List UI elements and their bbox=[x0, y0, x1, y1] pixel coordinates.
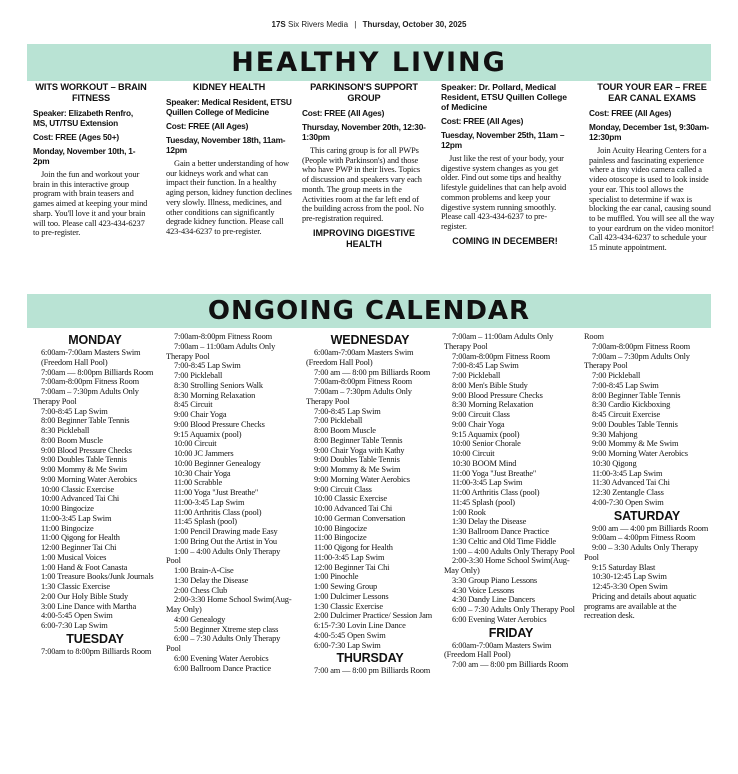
issue-date: Thursday, October 30, 2025 bbox=[362, 20, 467, 29]
calendar-entry: 6:00 – 7:30 Adults Only Therapy Pool bbox=[166, 634, 281, 653]
calendar-entry: 10:00 Bingocize bbox=[41, 504, 94, 513]
calendar-entry: 7:00am – 11:00am Adults Only Therapy Pool bbox=[166, 341, 276, 361]
article-meta: Thursday, November 20th, 12:30-1:30pm bbox=[302, 122, 426, 142]
calendar-entry: 8:00 Men's Bible Study bbox=[452, 380, 528, 390]
calendar-entry: 11:00 Scrabble bbox=[174, 478, 223, 488]
article-title: PARKINSON'S SUPPORT GROUP bbox=[310, 82, 418, 103]
calendar-entry: 7:00 am — 8:00 pm Billiards Room bbox=[314, 666, 431, 676]
calendar-entry: 9:00 Mommy & Me Swim bbox=[41, 465, 128, 474]
calendar-entry: 12:30 Zentangle Class bbox=[592, 488, 664, 497]
calendar-entry: 9:00 Doubles Table Tennis bbox=[592, 419, 678, 429]
calendar-entry: 9:00 Morning Water Aerobics bbox=[592, 449, 688, 458]
healthy-article bbox=[441, 82, 569, 292]
healthy-article bbox=[33, 82, 149, 292]
calendar-column bbox=[584, 332, 710, 774]
healthy-living-banner: HEALTHY LIVING bbox=[27, 44, 711, 81]
calendar-entry: 1:00 Treasure Books/Junk Journals bbox=[41, 572, 154, 582]
article-meta: Cost: FREE (All Ages) bbox=[166, 121, 249, 131]
calendar-entry: 2:00 Our Holy Bible Study bbox=[41, 591, 128, 601]
calendar-entry: 10:00 Advanced Tai Chi bbox=[41, 494, 120, 504]
calendar-entry: 9:00 Morning Water Aerobics bbox=[314, 474, 410, 484]
calendar-entry: 6:00-7:30 Lap Swim bbox=[314, 640, 381, 650]
calendar-entry: 4:00-5:45 Open Swim bbox=[41, 611, 113, 621]
calendar-entry: 8:00 Boom Muscle bbox=[314, 426, 376, 435]
calendar-entry: 1:00 Dulcimer Lessons bbox=[314, 591, 389, 601]
calendar-entry: 8:30 Pickleball bbox=[41, 426, 90, 435]
calendar-entry: 7:00-8:45 Lap Swim bbox=[41, 406, 108, 416]
calendar-entry: 11:00 Bingocize bbox=[314, 533, 367, 543]
article-meta: Cost: FREE (Ages 50+) bbox=[33, 132, 119, 142]
calendar-entry: 1:00 Pencil Drawing made Easy bbox=[174, 527, 278, 536]
calendar-entry: 4:00 Genealogy bbox=[174, 614, 226, 624]
calendar-entry: 11:45 Splash (pool) bbox=[452, 497, 515, 507]
day-heading: SATURDAY bbox=[613, 508, 681, 523]
calendar-entry: 9:00 – 3:30 Adults Only Therapy Pool bbox=[584, 543, 699, 562]
calendar-entry: 1:00 Hand & Foot Canasta bbox=[41, 562, 128, 572]
calendar-entry: 1:00 Brain-A-Cise bbox=[174, 566, 234, 575]
calendar-entry: 1:00 – 4:00 Adults Only Therapy Pool bbox=[166, 546, 281, 566]
calendar-entry: 10:30-12:45 Lap Swim bbox=[592, 572, 667, 582]
calendar-entry: 8:30 Strolling Seniors Walk bbox=[174, 380, 263, 390]
day-heading: WEDNESDAY bbox=[330, 333, 410, 347]
calendar-entry: 1:00 – 4:00 Adults Only Therapy Pool bbox=[452, 546, 575, 556]
calendar-entry: 6:00-7:30 Lap Swim bbox=[41, 621, 108, 630]
masthead-divider: | bbox=[354, 20, 357, 29]
calendar-entry: 11:00 Yoga "Just Breathe" bbox=[174, 488, 259, 497]
healthy-article bbox=[166, 82, 292, 292]
calendar-column bbox=[444, 332, 578, 774]
calendar-entry: 1:30 Ballroom Dance Practice bbox=[452, 527, 549, 536]
calendar-entry: 1:00 Sewing Group bbox=[314, 582, 378, 591]
calendar-entry: 11:00 Bingocize bbox=[41, 523, 94, 533]
calendar-entry: 9:00 Blood Pressure Checks bbox=[174, 419, 265, 429]
article-title: WITS WORKOUT – BRAIN FITNESS bbox=[35, 82, 147, 103]
calendar-entry: 6:00 Evening Water Aerobics bbox=[174, 653, 269, 663]
calendar-entry: 12:00 Beginner Tai Chi bbox=[41, 543, 117, 552]
calendar-entry: 7:00 Pickleball bbox=[174, 371, 223, 380]
calendar-entry: 7:00-8:45 Lap Swim bbox=[314, 406, 381, 416]
article-footer-heading: IMPROVING DIGESTIVE HEALTH bbox=[312, 227, 415, 249]
article-body: Join Acuity Hearing Centers for a painless and fascinating experience where a tiny video camera called a video otoscope is used to look inside your ear. This tool allows the specialist to determine if wax is blocking the ear canal, causing sound to be muffled. You will see all the way to your eardrum on the video monitor! Call 423-434-6237 to schedule your 15 minute appointment. bbox=[589, 146, 715, 253]
calendar-entry: 9:00 Chair Yoga bbox=[452, 419, 505, 429]
calendar-entry: 11:00-3:45 Lap Swim bbox=[314, 552, 385, 562]
calendar-entry: 1:30 Classic Exercise bbox=[314, 601, 383, 611]
calendar-entry: 9:00 Mommy & Me Swim bbox=[592, 439, 679, 449]
healthy-article bbox=[302, 82, 426, 292]
calendar-entry: 8:00 Boom Muscle bbox=[41, 435, 103, 445]
calendar-entry: 11:00 Qigong for Health bbox=[41, 533, 120, 543]
calendar-entry: 9:00 Blood Pressure Checks bbox=[41, 445, 132, 455]
calendar-entry: 6:00 Evening Water Aerobics bbox=[452, 614, 547, 624]
calendar-entry: (Freedom Hall Pool) bbox=[41, 357, 108, 367]
calendar-entry: 7:00am-8:00pm Fitness Room bbox=[174, 332, 272, 341]
calendar-entry: 7:00am – 11:00am Adults Only Therapy Pool bbox=[444, 332, 554, 351]
calendar-entry: 8:45 Circuit Exercise bbox=[592, 410, 661, 419]
calendar-entry: 1:00 Pinochle bbox=[314, 572, 359, 582]
article-meta: Speaker: Elizabeth Renfro, MS, UT/TSU Extension bbox=[33, 108, 133, 128]
calendar-entry: 2:00 Chess Club bbox=[174, 585, 228, 595]
calendar-entry: 1:30 Celtic and Old Time Fiddle bbox=[452, 536, 556, 546]
calendar-entry: 7:00-8:45 Lap Swim bbox=[174, 361, 241, 371]
calendar-entry: 2:00 Dulcimer Practice/ Session Jam bbox=[314, 611, 433, 621]
calendar-entry: 11:45 Splash (pool) bbox=[174, 517, 237, 527]
calendar-entry: 10:00 German Conversation bbox=[314, 513, 406, 523]
calendar-entry: Room bbox=[584, 332, 604, 341]
calendar-entry: 8:30 Cardio Kickboxing bbox=[592, 400, 671, 410]
calendar-entry: 10:00 Classic Exercise bbox=[314, 494, 387, 504]
calendar-column bbox=[33, 332, 157, 774]
calendar-entry: 11:00 Arthritis Class (pool) bbox=[174, 507, 262, 517]
calendar-entry: 7:00-8:45 Lap Swim bbox=[592, 380, 659, 390]
calendar-entry: 1:30 Classic Exercise bbox=[41, 582, 110, 591]
calendar-entry: 7:00 Pickleball bbox=[452, 371, 501, 380]
calendar-entry: 7:00am to 8:00pm Billiards Room bbox=[41, 646, 152, 656]
calendar-entry: 4:00-5:45 Open Swim bbox=[314, 630, 386, 640]
article-meta: Tuesday, November 25th, 11am – 12pm bbox=[441, 130, 565, 150]
day-heading: FRIDAY bbox=[488, 625, 534, 640]
article-title: KIDNEY HEALTH bbox=[192, 82, 266, 92]
calendar-entry: 8:00 Beginner Table Tennis bbox=[592, 390, 681, 400]
healthy-article bbox=[589, 82, 715, 292]
calendar-entry: 9:00 am — 4:00 pm Billiards Room bbox=[592, 523, 709, 533]
calendar-entry: 10:00 Circuit bbox=[174, 439, 217, 449]
calendar-entry: 11:00 Qigong for Health bbox=[314, 543, 393, 552]
calendar-entry: 7:00am-8:00pm Fitness Room bbox=[314, 377, 412, 387]
publication-name: Six Rivers Media bbox=[288, 20, 349, 29]
article-body: Gain a better understanding of how our kidneys work and what can impact their function. In a healthy aging person, kidney function declines very slowly. Illness, medicines, and other conditions can significantly degrade kidney function. Please call 423-434-6237 to pre-register. bbox=[166, 159, 292, 236]
calendar-entry: 1:00 Musical Voices bbox=[41, 552, 107, 562]
calendar-column bbox=[166, 332, 294, 774]
calendar-entry: 9:00 Mommy & Me Swim bbox=[314, 465, 401, 474]
article-body: This caring group is for all PWPs (People with Parkinson's) and those who have PWP in their lives. Topics of discussion and speakers vary each month. The group meets in the Activities room at the far left end of the building across from the pool. No pre-registration required. bbox=[302, 146, 424, 223]
calendar-entry: 10:00 Senior Chorale bbox=[452, 439, 521, 449]
calendar-entry: 11:00-3:45 Lap Swim bbox=[592, 468, 663, 478]
calendar-entry: 11:00-3:45 Lap Swim bbox=[41, 513, 112, 523]
calendar-entry: 10:00 Advanced Tai Chi bbox=[314, 504, 393, 513]
calendar-entry: 7:00 am — 8:00 pm Billiards Room bbox=[314, 367, 431, 377]
calendar-entry: 8:30 Morning Relaxation bbox=[174, 390, 256, 400]
calendar-entry: 8:00 Beginner Table Tennis bbox=[314, 435, 403, 445]
calendar-entry: 9:00 Circuit Class bbox=[452, 410, 510, 419]
calendar-entry: 4:00-7:30 Open Swim bbox=[592, 497, 664, 507]
calendar-entry: 10:30 BOOM Mind bbox=[452, 458, 517, 468]
calendar-entry: 6:00am-7:00am Masters Swim (Freedom Hall Pool) bbox=[444, 640, 552, 660]
calendar-entry: 4:30 Voice Lessons bbox=[452, 585, 515, 595]
calendar-entry: 7:00 am — 8:00 pm Billiards Room bbox=[452, 660, 569, 669]
calendar-entry: 8:45 Circuit bbox=[174, 400, 213, 410]
calendar-entry: 12:45-3:30 Open Swim bbox=[592, 582, 668, 591]
calendar-entry: 1:00 Rook bbox=[452, 507, 486, 517]
calendar-entry: 1:30 Delay the Disease bbox=[174, 575, 249, 585]
calendar-entry: 9:00am – 4:00pm Fitness Room bbox=[592, 533, 696, 543]
calendar-entry: 6:00am-7:00am Masters Swim (Freedom Hall Pool) bbox=[306, 348, 414, 367]
calendar-entry: 8:00 Beginner Table Tennis bbox=[41, 416, 130, 426]
calendar-entry: 9:00 Chair Yoga bbox=[174, 410, 227, 419]
calendar-entry: 7:00am-8:00pm Fitness Room bbox=[592, 341, 690, 351]
calendar-entry: 12:00 Beginner Tai Chi bbox=[314, 562, 390, 572]
calendar-entry: 7:00-8:45 Lap Swim bbox=[452, 361, 519, 371]
calendar-entry: 3:30 Group Piano Lessons bbox=[452, 575, 538, 585]
calendar-entry: 10:30 Chair Yoga bbox=[174, 468, 231, 478]
calendar-entry: 9:30 Mahjong bbox=[592, 429, 638, 439]
calendar-entry: 9:15 Aquamix (pool) bbox=[452, 429, 520, 439]
article-meta: Cost: FREE (All Ages) bbox=[441, 116, 524, 126]
calendar-entry: 9:00 Morning Water Aerobics bbox=[41, 474, 137, 484]
article-body: Just like the rest of your body, your digestive system changes as you get older. Find out some tips and healthy lifestyle guidelines that can help avoid common problems and keep your digestive system running smoothly. Please call 423-434-6237 to pre-register. bbox=[441, 154, 567, 231]
calendar-column bbox=[306, 332, 434, 774]
page-number: 17S bbox=[271, 20, 286, 29]
calendar-entry: 9:15 Saturday Blast bbox=[592, 562, 656, 572]
calendar-entry: 11:30 Advanced Tai Chi bbox=[592, 478, 670, 488]
calendar-entry: 10:00 Bingocize bbox=[314, 523, 367, 533]
article-meta: Monday, November 10th, 1-2pm bbox=[33, 146, 136, 166]
calendar-entry: 9:00 Doubles Table Tennis bbox=[314, 455, 400, 465]
calendar-entry: 10:00 Circuit bbox=[452, 449, 495, 458]
calendar-entry: 7:00am – 7:30pm Adults Only Therapy Pool bbox=[33, 387, 139, 406]
calendar-entry: 4:30 Dandy Line Dancers bbox=[452, 595, 535, 605]
calendar-entry: 3:00 Line Dance with Martha bbox=[41, 601, 137, 611]
calendar-entry: 9:15 Aquamix (pool) bbox=[174, 429, 242, 439]
article-title: Speaker: Dr. Pollard, Medical Resident, ETSU Quillen College of Medicine bbox=[441, 82, 567, 112]
calendar-entry: 11:00 Arthritis Class (pool) bbox=[452, 488, 540, 497]
calendar-entry: 7:00 Pickleball bbox=[314, 416, 363, 426]
article-meta: Cost: FREE (All Ages) bbox=[589, 108, 672, 118]
calendar-entry: 5:00 Beginner Xtreme step class bbox=[174, 624, 279, 634]
calendar-entry: 7:00am-8:00pm Fitness Room bbox=[41, 377, 139, 387]
calendar-entry: 8:30 Morning Relaxation bbox=[452, 400, 534, 410]
calendar-entry: 6:15-7:30 Lovin Line Dance bbox=[314, 621, 406, 630]
day-heading: THURSDAY bbox=[336, 651, 404, 666]
calendar-entry: 7:00am — 8:00pm Billiards Room bbox=[41, 367, 154, 377]
masthead bbox=[0, 20, 738, 30]
calendar-entry: 1:00 Bring Out the Artist in You bbox=[174, 536, 277, 546]
calendar-entry: 2:00-3:30 Home School Swim(Aug- May Only) bbox=[444, 556, 570, 575]
calendar-entry: 10:30 Qigong bbox=[592, 458, 637, 468]
article-meta: Speaker: Medical Resident, ETSU Quillen College of Medicine bbox=[166, 97, 292, 117]
article-meta: Tuesday, November 18th, 11am-12pm bbox=[166, 135, 286, 155]
calendar-entry: 9:00 Blood Pressure Checks bbox=[452, 390, 543, 400]
calendar-entry: 11:00-3:45 Lap Swim bbox=[452, 478, 523, 488]
calendar-entry: 9:00 Doubles Table Tennis bbox=[41, 455, 127, 465]
article-footer-heading: COMING IN DECEMBER! bbox=[452, 235, 558, 246]
calendar-entry: 11:00-3:45 Lap Swim bbox=[174, 497, 245, 507]
article-title: TOUR YOUR EAR – FREE EAR CANAL EXAMS bbox=[597, 82, 707, 103]
article-body: Join the fun and workout your brain in this interactive group program with brain teasers and games aimed at keeping your mind sharp. You'll love it and your brain will too. Please call 423-434-6237 to pre-register. bbox=[33, 170, 148, 238]
calendar-entry: Pricing and details about aquatic programs are available at the recreation desk. bbox=[584, 591, 697, 621]
day-heading: MONDAY bbox=[68, 333, 122, 347]
calendar-entry: 11:00 Yoga "Just Breathe" bbox=[452, 468, 537, 478]
calendar-entry: 1:30 Delay the Disease bbox=[452, 517, 527, 527]
calendar-entry: 7:00 Pickleball bbox=[592, 371, 641, 380]
calendar-entry: 10:00 JC Jammers bbox=[174, 449, 234, 458]
calendar-entry: 6:00am-7:00am Masters Swim bbox=[41, 348, 141, 357]
calendar-entry: 6:00 – 7:30 Adults Only Therapy Pool bbox=[452, 605, 575, 614]
calendar-entry: 9:00 Circuit Class bbox=[314, 484, 372, 494]
calendar-entry: 2:00-3:30 Home School Swim(Aug-May Only) bbox=[166, 595, 292, 614]
calendar-entry: 9:00 Chair Yoga with Kathy bbox=[314, 445, 405, 455]
calendar-entry: 10:00 Beginner Genealogy bbox=[174, 458, 261, 468]
ongoing-calendar-banner: ONGOING CALENDAR bbox=[27, 294, 711, 328]
calendar-entry: 7:00am – 7:30pm Adults Only Therapy Pool bbox=[306, 387, 412, 406]
calendar-entry: 7:00am – 7:30pm Adults Only Therapy Pool bbox=[584, 351, 690, 371]
calendar-entry: 7:00am-8:00pm Fitness Room bbox=[452, 351, 550, 361]
article-meta: Cost: FREE (All Ages) bbox=[302, 108, 385, 118]
article-meta: Monday, December 1st, 9:30am-12:30pm bbox=[589, 122, 709, 142]
calendar-entry: 10:00 Classic Exercise bbox=[41, 484, 114, 494]
day-heading: TUESDAY bbox=[66, 631, 124, 646]
calendar-entry: 6:00 Ballroom Dance Practice bbox=[174, 663, 271, 673]
